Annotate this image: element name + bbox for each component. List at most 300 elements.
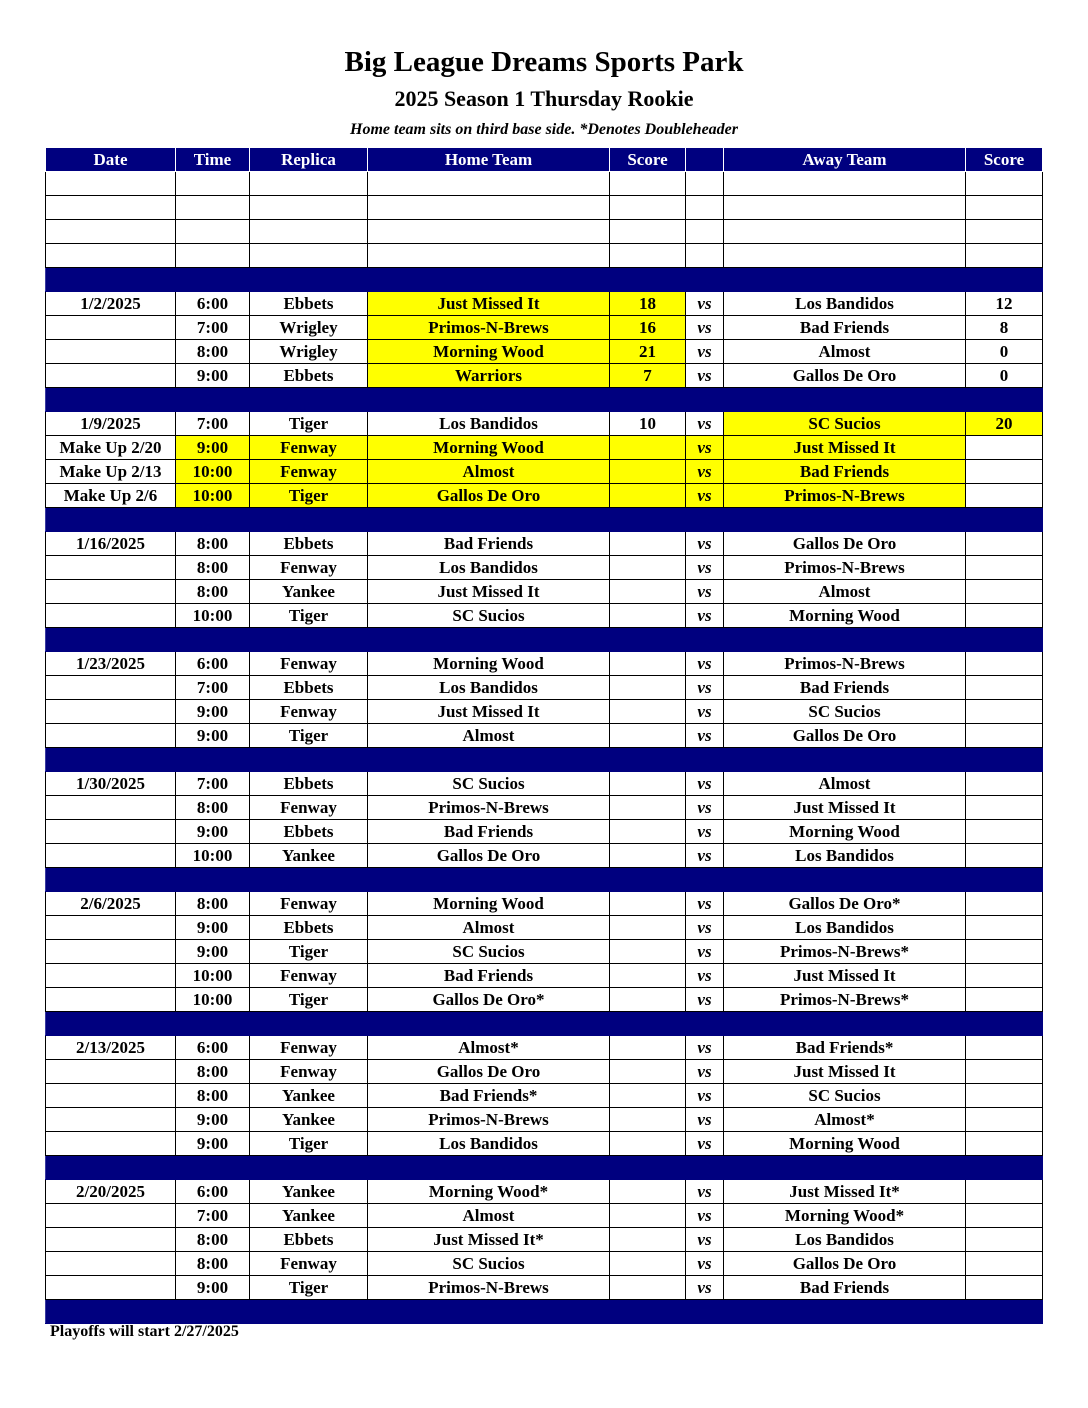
col-header-home-team: Home Team (368, 148, 610, 172)
cell-home-score (610, 868, 686, 892)
cell-away-score (966, 1276, 1043, 1300)
cell-home-score: 18 (610, 292, 686, 316)
cell-date (46, 196, 176, 220)
cell-home-score (610, 580, 686, 604)
cell-time: 10:00 (176, 604, 250, 628)
page-title: Big League Dreams Sports Park (344, 46, 744, 78)
cell-away-score (966, 916, 1043, 940)
cell-time: 9:00 (176, 1132, 250, 1156)
cell-home-team (368, 388, 610, 412)
cell-away-score (966, 172, 1043, 196)
table-row (46, 964, 1043, 988)
cell-replica (250, 748, 368, 772)
cell-replica (250, 244, 368, 268)
cell-away-team: Gallos De Oro (724, 1252, 966, 1276)
blank-row (46, 220, 1043, 244)
cell-replica: Ebbets (250, 292, 368, 316)
cell-replica: Tiger (250, 988, 368, 1012)
cell-home-score (610, 220, 686, 244)
cell-home-score (610, 940, 686, 964)
cell-vs: vs (686, 724, 724, 748)
cell-vs (686, 748, 724, 772)
table-row (46, 460, 1043, 484)
cell-away-score (966, 268, 1043, 292)
table-row (46, 1252, 1043, 1276)
blank-row (46, 172, 1043, 196)
cell-away-team: Primos-N-Brews (724, 556, 966, 580)
col-header-vs (686, 148, 724, 172)
cell-home-team (368, 628, 610, 652)
cell-home-team: Bad Friends* (368, 1084, 610, 1108)
cell-vs (686, 1156, 724, 1180)
cell-time: 8:00 (176, 1060, 250, 1084)
cell-vs: vs (686, 892, 724, 916)
cell-vs: vs (686, 532, 724, 556)
cell-vs: vs (686, 1180, 724, 1204)
cell-vs: vs (686, 316, 724, 340)
cell-vs (686, 628, 724, 652)
cell-home-team: Morning Wood (368, 340, 610, 364)
cell-vs: vs (686, 1204, 724, 1228)
cell-date (46, 868, 176, 892)
cell-vs (686, 196, 724, 220)
cell-away-team (724, 748, 966, 772)
cell-replica: Fenway (250, 892, 368, 916)
cell-date (46, 844, 176, 868)
cell-date (46, 388, 176, 412)
cell-away-team: Almost (724, 340, 966, 364)
table-row (46, 700, 1043, 724)
cell-home-team: Warriors (368, 364, 610, 388)
cell-date (46, 604, 176, 628)
cell-away-team: Just Missed It* (724, 1180, 966, 1204)
cell-away-team: Just Missed It (724, 796, 966, 820)
cell-replica: Tiger (250, 604, 368, 628)
cell-away-team: Almost (724, 772, 966, 796)
cell-date (46, 1084, 176, 1108)
cell-time: 9:00 (176, 916, 250, 940)
cell-away-score (966, 244, 1043, 268)
table-row (46, 556, 1043, 580)
table-row (46, 340, 1043, 364)
cell-away-score (966, 1204, 1043, 1228)
cell-home-team: SC Sucios (368, 604, 610, 628)
cell-vs: vs (686, 460, 724, 484)
col-header-away-score: Score (966, 148, 1043, 172)
cell-home-score (610, 796, 686, 820)
cell-home-team (368, 220, 610, 244)
cell-home-team: Almost* (368, 1036, 610, 1060)
cell-away-team (724, 628, 966, 652)
cell-replica: Ebbets (250, 772, 368, 796)
table-row (46, 1276, 1043, 1300)
cell-home-team: Bad Friends (368, 964, 610, 988)
cell-home-score (610, 1084, 686, 1108)
cell-away-team: Morning Wood (724, 604, 966, 628)
separator-row (46, 1300, 1043, 1324)
cell-home-score (610, 1300, 686, 1324)
cell-away-team (724, 172, 966, 196)
cell-vs: vs (686, 1036, 724, 1060)
cell-home-team: Gallos De Oro* (368, 988, 610, 1012)
cell-home-score (610, 892, 686, 916)
cell-date: 1/9/2025 (46, 412, 176, 436)
cell-time: 9:00 (176, 700, 250, 724)
cell-time (176, 868, 250, 892)
cell-vs: vs (686, 412, 724, 436)
cell-vs: vs (686, 796, 724, 820)
cell-vs (686, 508, 724, 532)
cell-time (176, 1156, 250, 1180)
cell-time (176, 388, 250, 412)
cell-vs: vs (686, 364, 724, 388)
cell-replica (250, 268, 368, 292)
cell-home-team: Los Bandidos (368, 1132, 610, 1156)
cell-away-team: Bad Friends (724, 460, 966, 484)
cell-replica (250, 196, 368, 220)
cell-home-score: 16 (610, 316, 686, 340)
cell-date (46, 964, 176, 988)
cell-away-score (966, 892, 1043, 916)
cell-vs (686, 244, 724, 268)
table-row (46, 580, 1043, 604)
cell-time (176, 268, 250, 292)
cell-date: 2/13/2025 (46, 1036, 176, 1060)
cell-home-score (610, 604, 686, 628)
cell-time (176, 628, 250, 652)
cell-home-team (368, 196, 610, 220)
cell-away-score (966, 460, 1043, 484)
cell-time: 7:00 (176, 1204, 250, 1228)
cell-away-score: 20 (966, 412, 1043, 436)
cell-replica: Wrigley (250, 316, 368, 340)
cell-date: Make Up 2/13 (46, 460, 176, 484)
cell-away-score: 0 (966, 364, 1043, 388)
table-row (46, 292, 1043, 316)
cell-away-team: SC Sucios (724, 700, 966, 724)
cell-time: 8:00 (176, 1084, 250, 1108)
cell-vs (686, 172, 724, 196)
cell-home-team: Gallos De Oro (368, 484, 610, 508)
cell-home-team (368, 868, 610, 892)
cell-away-team: Bad Friends (724, 316, 966, 340)
cell-replica: Fenway (250, 1060, 368, 1084)
cell-time (176, 196, 250, 220)
cell-home-score (610, 172, 686, 196)
cell-home-team: Los Bandidos (368, 676, 610, 700)
cell-away-score (966, 628, 1043, 652)
cell-replica: Yankee (250, 1180, 368, 1204)
cell-replica: Ebbets (250, 1228, 368, 1252)
cell-home-score (610, 1252, 686, 1276)
cell-away-score (966, 1108, 1043, 1132)
cell-home-score (610, 1204, 686, 1228)
separator-row (46, 628, 1043, 652)
cell-time: 8:00 (176, 580, 250, 604)
cell-home-score: 7 (610, 364, 686, 388)
cell-vs: vs (686, 1108, 724, 1132)
cell-time (176, 748, 250, 772)
cell-away-team: Gallos De Oro* (724, 892, 966, 916)
cell-home-score (610, 1036, 686, 1060)
cell-time: 9:00 (176, 820, 250, 844)
cell-home-score (610, 244, 686, 268)
cell-time: 9:00 (176, 1108, 250, 1132)
cell-date (46, 1204, 176, 1228)
cell-time: 9:00 (176, 1276, 250, 1300)
cell-away-team: Los Bandidos (724, 1228, 966, 1252)
table-row (46, 1228, 1043, 1252)
cell-replica: Yankee (250, 1084, 368, 1108)
cell-away-score (966, 940, 1043, 964)
blank-row (46, 244, 1043, 268)
cell-time: 9:00 (176, 724, 250, 748)
cell-vs: vs (686, 1132, 724, 1156)
cell-vs (686, 1300, 724, 1324)
cell-home-score (610, 844, 686, 868)
cell-time (176, 244, 250, 268)
cell-home-team: SC Sucios (368, 940, 610, 964)
cell-time: 10:00 (176, 460, 250, 484)
table-row (46, 916, 1043, 940)
cell-away-score (966, 820, 1043, 844)
cell-away-score (966, 964, 1043, 988)
cell-vs: vs (686, 940, 724, 964)
cell-vs: vs (686, 916, 724, 940)
cell-vs: vs (686, 844, 724, 868)
cell-time (176, 172, 250, 196)
cell-home-team: Morning Wood (368, 436, 610, 460)
cell-home-score (610, 508, 686, 532)
separator-row (46, 1012, 1043, 1036)
cell-away-score (966, 556, 1043, 580)
cell-away-score: 8 (966, 316, 1043, 340)
cell-home-team: Primos-N-Brews (368, 796, 610, 820)
cell-vs: vs (686, 820, 724, 844)
cell-vs: vs (686, 652, 724, 676)
cell-away-score (966, 532, 1043, 556)
cell-date (46, 988, 176, 1012)
cell-date (46, 724, 176, 748)
cell-home-team: Morning Wood (368, 892, 610, 916)
cell-home-score (610, 628, 686, 652)
cell-home-score (610, 1060, 686, 1084)
cell-away-score (966, 220, 1043, 244)
cell-date: 1/23/2025 (46, 652, 176, 676)
separator-row (46, 268, 1043, 292)
col-header-date: Date (46, 148, 176, 172)
cell-home-score (610, 1156, 686, 1180)
cell-vs: vs (686, 1060, 724, 1084)
cell-away-team: Gallos De Oro (724, 724, 966, 748)
cell-date: 2/20/2025 (46, 1180, 176, 1204)
table-row (46, 532, 1043, 556)
cell-time: 8:00 (176, 340, 250, 364)
cell-home-score (610, 772, 686, 796)
cell-home-team: Primos-N-Brews (368, 1276, 610, 1300)
cell-home-score (610, 700, 686, 724)
cell-time: 10:00 (176, 844, 250, 868)
cell-time: 10:00 (176, 988, 250, 1012)
cell-vs (686, 220, 724, 244)
table-row (46, 820, 1043, 844)
table-row (46, 1204, 1043, 1228)
footer-note: Playoffs will start 2/27/2025 (50, 1323, 239, 1340)
table-row (46, 772, 1043, 796)
cell-away-score (966, 700, 1043, 724)
table-row (46, 796, 1043, 820)
col-header-home-score: Score (610, 148, 686, 172)
cell-date (46, 1276, 176, 1300)
cell-home-score (610, 988, 686, 1012)
cell-replica: Fenway (250, 460, 368, 484)
cell-home-team (368, 1156, 610, 1180)
cell-date: 1/2/2025 (46, 292, 176, 316)
cell-replica: Fenway (250, 964, 368, 988)
separator-row (46, 508, 1043, 532)
cell-date (46, 556, 176, 580)
cell-time: 6:00 (176, 652, 250, 676)
cell-date (46, 244, 176, 268)
separator-row (46, 1156, 1043, 1180)
cell-away-team: Just Missed It (724, 436, 966, 460)
cell-away-score (966, 436, 1043, 460)
cell-date (46, 940, 176, 964)
cell-replica (250, 508, 368, 532)
cell-home-team: Gallos De Oro (368, 1060, 610, 1084)
cell-time: 7:00 (176, 316, 250, 340)
cell-home-score (610, 1180, 686, 1204)
cell-replica: Fenway (250, 1036, 368, 1060)
cell-away-score (966, 580, 1043, 604)
cell-date (46, 916, 176, 940)
col-header-away-team: Away Team (724, 148, 966, 172)
cell-time: 9:00 (176, 364, 250, 388)
cell-away-score (966, 1300, 1043, 1324)
cell-away-team: Morning Wood (724, 1132, 966, 1156)
cell-away-team (724, 1300, 966, 1324)
cell-home-team: Bad Friends (368, 820, 610, 844)
cell-replica (250, 1156, 368, 1180)
cell-date (46, 748, 176, 772)
cell-away-team: Bad Friends* (724, 1036, 966, 1060)
cell-away-team: Primos-N-Brews (724, 652, 966, 676)
cell-replica: Fenway (250, 700, 368, 724)
cell-away-team: SC Sucios (724, 412, 966, 436)
cell-home-score (610, 652, 686, 676)
cell-home-team: SC Sucios (368, 1252, 610, 1276)
page-subtitle: 2025 Season 1 Thursday Rookie (394, 86, 694, 111)
cell-away-team: Los Bandidos (724, 844, 966, 868)
cell-time (176, 220, 250, 244)
cell-home-score (610, 964, 686, 988)
table-row (46, 484, 1043, 508)
cell-home-score (610, 460, 686, 484)
separator-row (46, 868, 1043, 892)
cell-away-team: Primos-N-Brews (724, 484, 966, 508)
cell-date (46, 580, 176, 604)
cell-vs: vs (686, 1252, 724, 1276)
cell-date: 1/16/2025 (46, 532, 176, 556)
cell-home-team (368, 1300, 610, 1324)
cell-away-score (966, 988, 1043, 1012)
cell-time: 6:00 (176, 1180, 250, 1204)
cell-home-score (610, 1012, 686, 1036)
cell-time: 8:00 (176, 892, 250, 916)
cell-home-team: Los Bandidos (368, 412, 610, 436)
cell-replica: Tiger (250, 724, 368, 748)
cell-away-score (966, 196, 1043, 220)
cell-vs (686, 388, 724, 412)
cell-home-score (610, 436, 686, 460)
cell-time: 8:00 (176, 1252, 250, 1276)
cell-vs: vs (686, 340, 724, 364)
cell-replica: Fenway (250, 652, 368, 676)
cell-time (176, 1300, 250, 1324)
cell-replica: Fenway (250, 556, 368, 580)
cell-home-score (610, 196, 686, 220)
separator-row (46, 388, 1043, 412)
cell-replica: Fenway (250, 796, 368, 820)
cell-home-team (368, 244, 610, 268)
cell-replica: Fenway (250, 1252, 368, 1276)
cell-time: 8:00 (176, 796, 250, 820)
cell-date (46, 1060, 176, 1084)
cell-replica: Yankee (250, 580, 368, 604)
table-row (46, 844, 1043, 868)
cell-replica: Tiger (250, 484, 368, 508)
cell-vs (686, 268, 724, 292)
cell-away-score (966, 1252, 1043, 1276)
cell-home-score: 21 (610, 340, 686, 364)
cell-away-score (966, 676, 1043, 700)
table-row (46, 940, 1043, 964)
cell-date (46, 820, 176, 844)
cell-away-team: Gallos De Oro (724, 364, 966, 388)
cell-replica: Ebbets (250, 916, 368, 940)
table-row (46, 364, 1043, 388)
cell-replica (250, 388, 368, 412)
cell-home-score (610, 388, 686, 412)
cell-time: 10:00 (176, 964, 250, 988)
cell-home-team: Almost (368, 1204, 610, 1228)
cell-home-team (368, 1012, 610, 1036)
cell-away-score (966, 604, 1043, 628)
table-row (46, 1036, 1043, 1060)
cell-date: 2/6/2025 (46, 892, 176, 916)
cell-date (46, 1132, 176, 1156)
cell-date (46, 628, 176, 652)
cell-date (46, 364, 176, 388)
cell-away-team (724, 1156, 966, 1180)
cell-time: 8:00 (176, 532, 250, 556)
col-header-time: Time (176, 148, 250, 172)
cell-date: 1/30/2025 (46, 772, 176, 796)
cell-away-score (966, 484, 1043, 508)
cell-away-score (966, 724, 1043, 748)
cell-vs (686, 868, 724, 892)
cell-away-score (966, 844, 1043, 868)
cell-away-score: 12 (966, 292, 1043, 316)
cell-home-team: Just Missed It (368, 580, 610, 604)
cell-home-team: Gallos De Oro (368, 844, 610, 868)
cell-date (46, 340, 176, 364)
table-row (46, 604, 1043, 628)
cell-replica (250, 868, 368, 892)
cell-date (46, 796, 176, 820)
cell-home-team: Primos-N-Brews (368, 1108, 610, 1132)
table-row (46, 1132, 1043, 1156)
